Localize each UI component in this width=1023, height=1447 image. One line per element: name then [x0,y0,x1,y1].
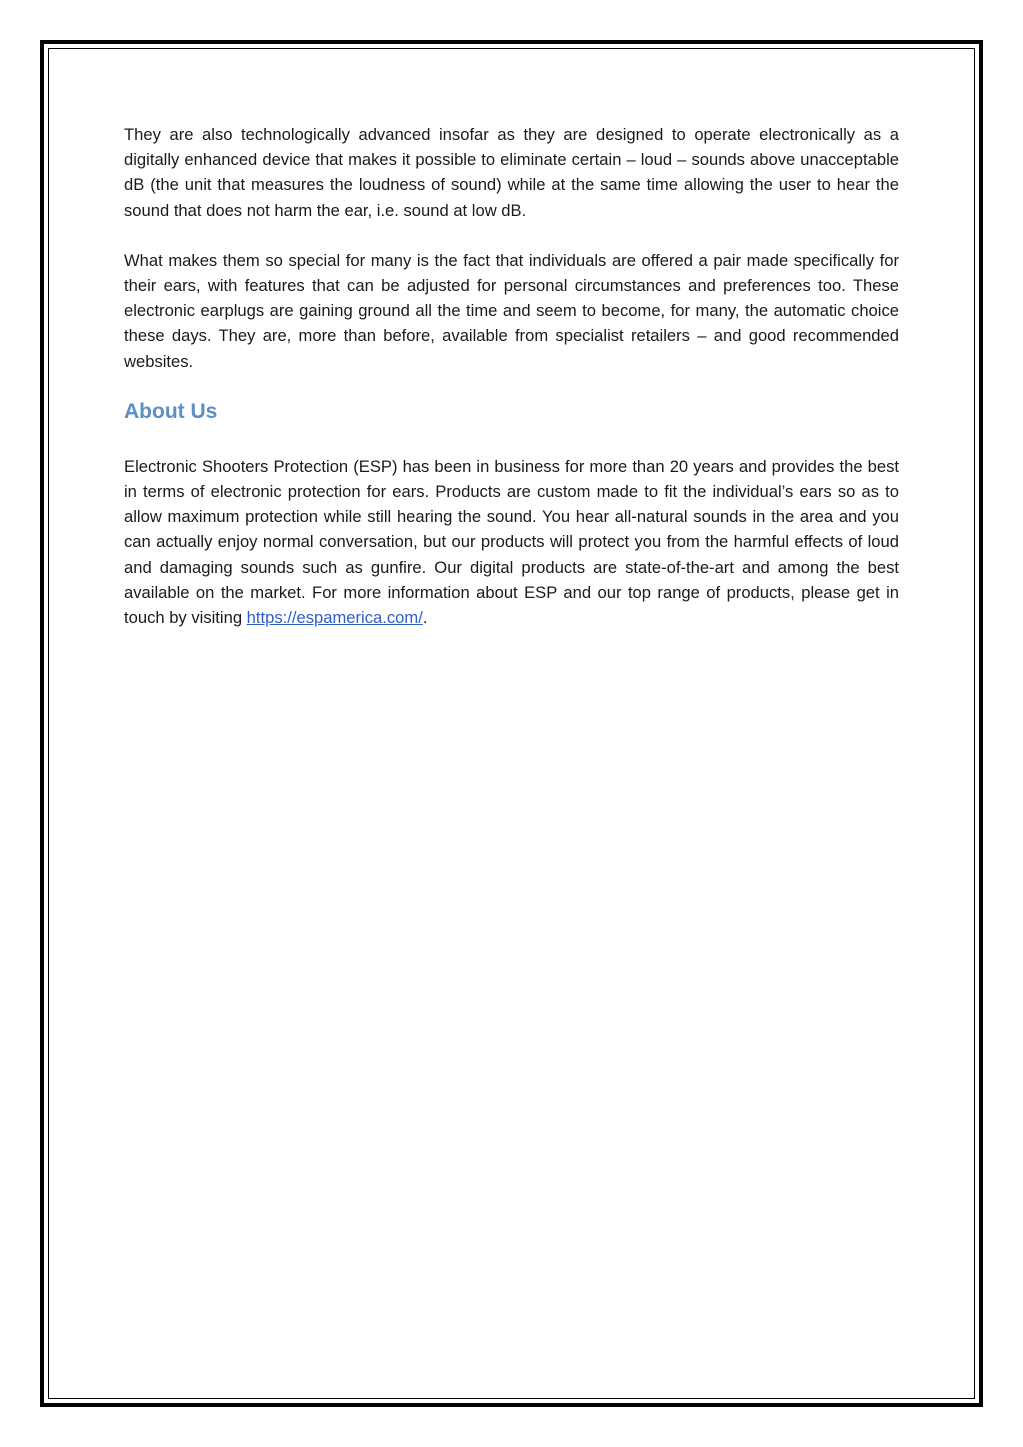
paragraph-custom-fit: What makes them so special for many is the fact that individuals are offered a pair made specifically for their ears, with features that can be adjusted for personal circumstances and preferences too. These electronic earplugs are gaining ground all the time and seem to become, for many, the automatic choice these days. They are, more than before, available from specialist retailers – and good recommended websites. [124,250,899,371]
about-us-trailing: . [422,608,428,628]
espamerica-link[interactable]: https://espamerica.com/ [246,608,423,628]
about-us-heading: About Us [124,399,218,423]
paragraph-about-us [124,454,899,630]
paragraph-technology: They are also technologically advanced insofar as they are designed to operate electronically as a digitally enhanced device that makes it possible to eliminate certain – loud – sounds above unacceptable dB (the unit that measures the loudness of sound) while at the same time allowing the user to hear the sound that does not harm the ear, i.e. sound at low dB. [124,125,899,220]
document-body [124,122,899,630]
about-us-text: Electronic Shooters Protection (ESP) has been in business for more than 20 years and provides the best in terms of electronic protection for ears. Products are custom made to fit the individual’s ears so as to allow maximum protection while still hearing the sound. You hear all-natural sounds in the area and you can actually enjoy normal conversation, but our products will protect you from the harmful effects of loud and damaging sounds such as gunfire. Our digital products are state-of-the-art and among the best available on the market. For more information about ESP and our top range of products, please get in touch by visiting [124,456,899,628]
